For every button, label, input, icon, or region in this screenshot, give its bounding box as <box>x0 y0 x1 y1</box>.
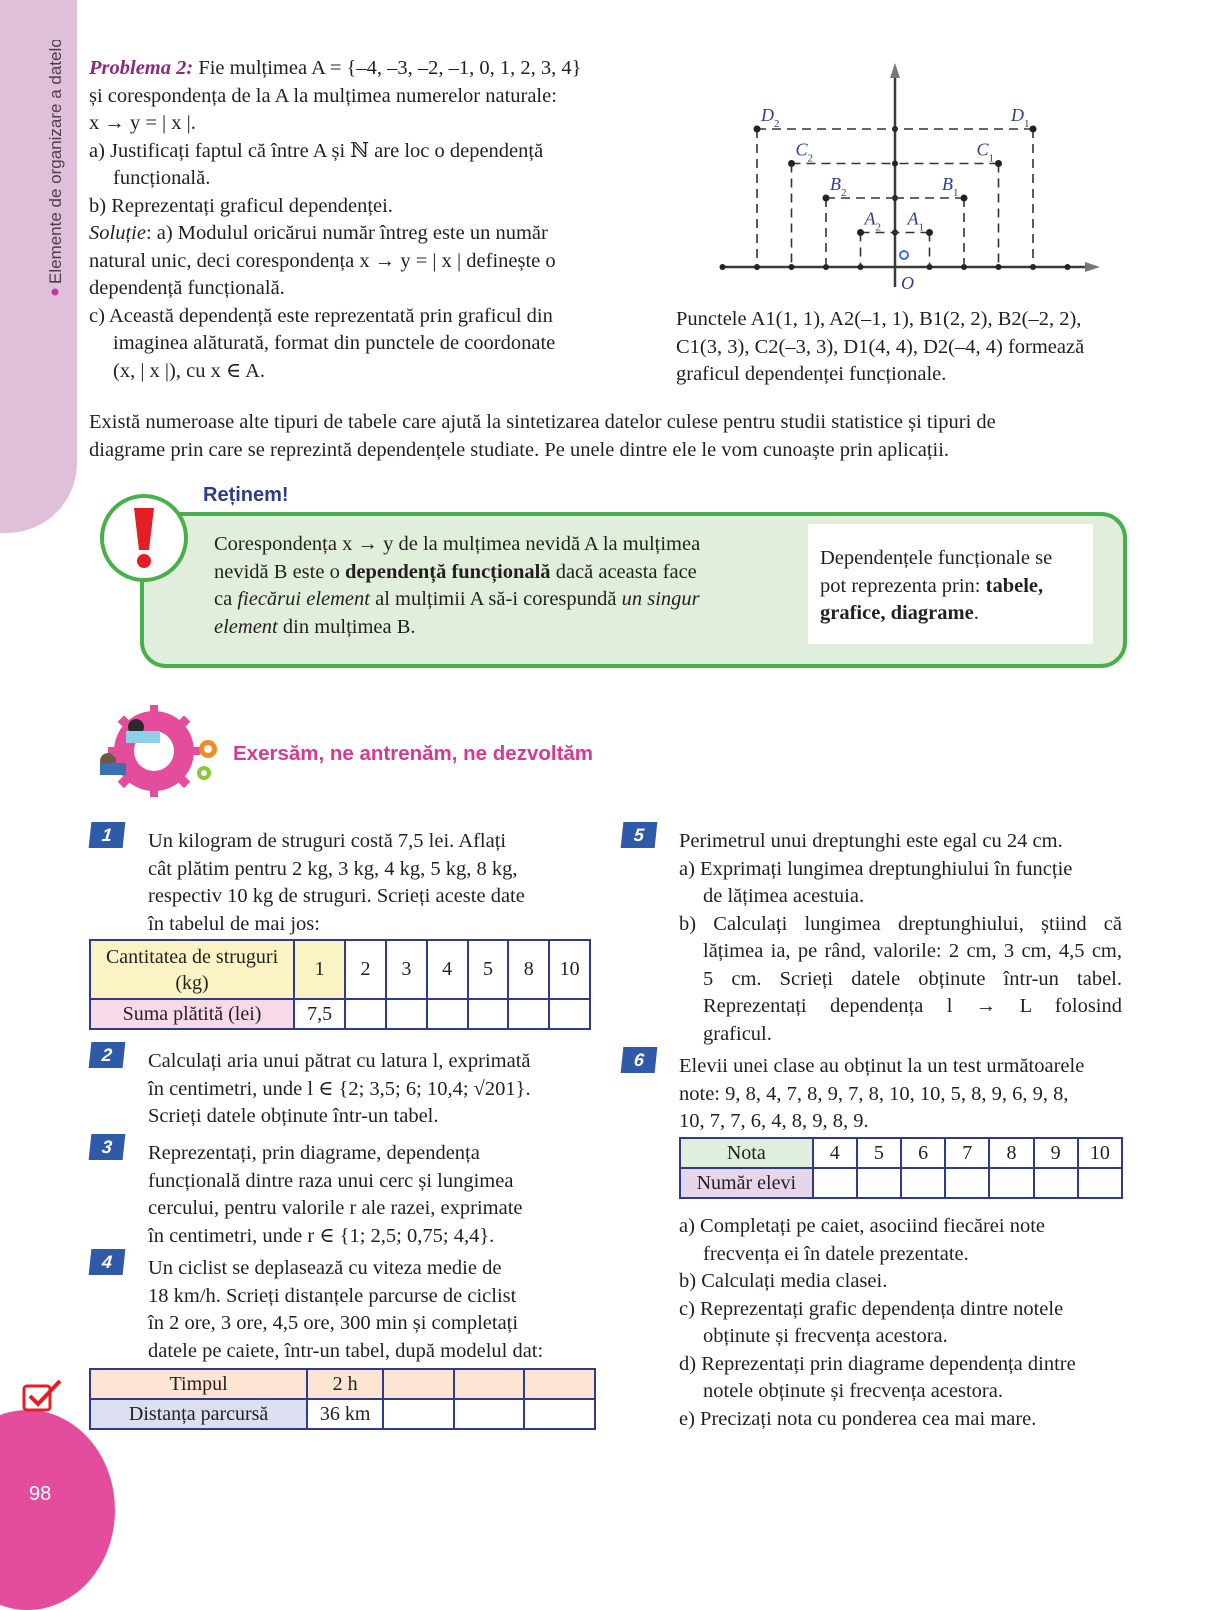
exercise-line: în centimetri, unde l ∈ {2; 3,5; 6; 10,4; √201}. <box>148 1077 531 1100</box>
ex6-table <box>679 1137 1123 1199</box>
task-line: a) Completați pe caiet, asociind fiecărei note <box>679 1215 1045 1237</box>
task-line: notele obținute și frecvența acestora. <box>703 1380 1003 1402</box>
gears-illustration <box>86 703 226 798</box>
solution-line: (x, | x |), cu x ∈ A. <box>113 359 266 382</box>
solution-line: imaginea alăturată, format din punctele de coordonate <box>113 332 556 354</box>
table-cell: 10 <box>1078 1138 1122 1168</box>
exercise-line: respectiv 10 kg de struguri. Scrieți aceste date <box>148 885 525 907</box>
problem-2 <box>89 55 649 385</box>
exercise-line: 5 cm. Scrieți datele obținute într-un tabel. <box>703 967 1122 990</box>
table-cell <box>468 999 509 1029</box>
exercise-line: a) Exprimați lungimea dreptunghiului în funcție <box>679 857 1073 880</box>
page-corner-decoration <box>0 1410 115 1610</box>
origin-label: O <box>901 273 914 293</box>
exercise-line: Perimetrul unui dreptunghi este egal cu 24 cm. <box>679 830 1063 852</box>
intro-paragraph <box>89 409 1129 464</box>
graph-point <box>995 160 1002 167</box>
exercise-number-badge: 2 <box>89 1042 126 1068</box>
retinem-note <box>820 545 1090 628</box>
paragraph-line: Există numeroase alte tipuri de tabele care ajută la sintetizarea datelor culese pentru studii statistice și tipuri de <box>89 411 996 433</box>
table-header-cell: Cantitatea de struguri (kg) <box>90 940 294 999</box>
exercise-number-badge: 4 <box>89 1249 126 1275</box>
caption-line: graficul dependenței funcționale. <box>676 363 947 385</box>
note-line: grafice, diagrame. <box>820 602 979 624</box>
caption-line: C1(3, 3), C2(–3, 3), D1(4, 4), D2(–4, 4) formează <box>676 335 1085 358</box>
problem-line: și corespondența de la A la mulțimea numerelor naturale: <box>89 84 557 107</box>
point-label: $A_1$ <box>907 208 924 234</box>
solution-label: Soluție <box>89 222 146 244</box>
note-line: Dependențele funcționale se <box>820 547 1053 569</box>
point-label: $C_1$ <box>976 139 995 165</box>
table-header-cell: Suma plătită (lei) <box>90 999 294 1029</box>
definition-line: Corespondența x → y de la mulțimea nevidă A la mulțimea <box>214 533 701 555</box>
graph-point <box>857 229 864 236</box>
table-cell: 5 <box>468 940 509 999</box>
table-cell <box>386 999 427 1029</box>
exercise-line: Reprezentați dependența l → L folosind <box>703 995 1122 1017</box>
exercise-line: b) Calculați lungimea dreptunghiului, știind că <box>679 912 1122 935</box>
table-cell <box>945 1168 989 1198</box>
page-number: 98 <box>29 1483 52 1505</box>
definition-line: ca fiecărui element al mulțimii A să-i corespundă un singur <box>214 588 700 610</box>
table-cell: 5 <box>857 1138 901 1168</box>
exercise-number-badge: 6 <box>621 1047 658 1073</box>
exercise-line: 18 km/h. Scrieți distanțele parcurse de ciclist <box>148 1284 517 1307</box>
table-cell <box>1078 1168 1122 1198</box>
exercise-line: în centimetri, unde r ∈ {1; 2,5; 0,75; 4,4}. <box>148 1224 495 1247</box>
point-label: $B_2$ <box>830 174 847 199</box>
exercise-line: în 2 ore, 3 ore, 4,5 ore, 300 min și completați <box>148 1312 519 1334</box>
exercise-1 <box>148 828 588 938</box>
table-cell <box>454 1399 525 1429</box>
note-line: pot reprezenta prin: tabele, <box>820 574 1044 597</box>
definition-line: nevidă B este o dependență funcțională dacă aceasta face <box>214 560 697 583</box>
table-cell: 7 <box>945 1138 989 1168</box>
task-line: frecvența ei în datele prezentate. <box>703 1242 969 1265</box>
x-tick <box>1065 264 1071 270</box>
paragraph-line: diagrame prin care se reprezintă dependențele studiate. Pe unele dintre ele le vom cunoaște prin aplicații. <box>89 438 950 461</box>
exercise-5 <box>679 828 1122 1048</box>
exercise-3 <box>148 1140 598 1250</box>
point-label-subscript: 2 <box>774 118 780 130</box>
solution-line: : a) Modulul oricărui număr întreg este un număr <box>145 222 548 244</box>
exercises-title: Exersăm, ne antrenăm, ne dezvoltăm <box>233 742 594 765</box>
x-tick <box>720 264 726 270</box>
table-cell: 10 <box>549 940 590 999</box>
table-cell <box>901 1168 945 1198</box>
exercise-line: cât plătim pentru 2 kg, 3 kg, 4 kg, 5 kg, 8 kg, <box>148 857 518 880</box>
problem-label: Problema 2: <box>89 57 194 79</box>
problem-line: b) Reprezentați graficul dependenței. <box>89 194 393 217</box>
retinem-definition <box>214 531 784 641</box>
table-cell: 6 <box>901 1138 945 1168</box>
graph-point <box>1030 126 1037 133</box>
problem-line: Fie mulțimea A = {–4, –3, –2, –1, 0, 1, 2, 3, 4} <box>193 57 582 79</box>
chapter-title: Elemente de organizare a datelor <box>46 40 65 284</box>
exclamation-icon <box>100 494 188 582</box>
point-label: $B_1$ <box>942 174 959 199</box>
point-label: $D_1$ <box>1011 105 1030 130</box>
table-cell <box>1034 1168 1078 1198</box>
table-cell: 4 <box>813 1138 857 1168</box>
problem-line: a) Justificați faptul că între A și ℕ are loc o dependență <box>89 139 544 162</box>
table-cell <box>524 1369 595 1399</box>
table-cell <box>508 999 549 1029</box>
point-label-subscript: 1 <box>918 221 924 234</box>
table-cell: 9 <box>1034 1138 1078 1168</box>
chapter-side-label <box>8 40 68 300</box>
exercise-line: Reprezentați, prin diagrame, dependența <box>148 1142 480 1164</box>
checkbox-icon <box>22 1378 64 1414</box>
table-cell: 7,5 <box>294 999 345 1029</box>
exercise-4 <box>148 1255 598 1365</box>
definition-line: element din mulțimea B. <box>214 615 416 638</box>
task-line: c) Reprezentați grafic dependența dintre notele <box>679 1297 1064 1320</box>
point-label-subscript: 1 <box>953 187 959 199</box>
exercise-2 <box>148 1048 598 1131</box>
table-cell <box>857 1168 901 1198</box>
exercise-number-badge: 5 <box>621 822 658 848</box>
table-cell: 36 km <box>307 1399 383 1429</box>
exercise-6 <box>679 1053 1122 1136</box>
exercise-line: de lățimea acestuia. <box>703 885 865 907</box>
table-cell: 4 <box>427 940 468 999</box>
task-line: d) Reprezentați prin diagrame dependența dintre <box>679 1352 1076 1375</box>
exercise-line: Calculați aria unui pătrat cu latura l, exprimată <box>148 1050 531 1072</box>
exercise-line: graficul. <box>703 1022 772 1045</box>
table-cell <box>989 1168 1033 1198</box>
exercise-line: funcțională dintre raza unui cerc și lungimea <box>148 1169 514 1192</box>
caption-line: Punctele A1(1, 1), A2(–1, 1), B1(2, 2), B2(–2, 2), <box>676 308 1082 330</box>
exercise-line: Un ciclist se deplasează cu viteza medie de <box>148 1257 502 1279</box>
table-cell <box>454 1369 525 1399</box>
table-cell <box>345 999 386 1029</box>
point-label-subscript: 1 <box>1024 118 1030 130</box>
table-cell: 2 h <box>307 1369 383 1399</box>
table-cell <box>427 999 468 1029</box>
table-header-cell: Nota <box>680 1138 813 1168</box>
task-line: e) Precizați nota cu ponderea cea mai mare. <box>679 1407 1037 1430</box>
point-label: $A_2$ <box>864 208 881 234</box>
exercise-line: datele pe caiete, într-un tabel, după modelul dat: <box>148 1339 544 1362</box>
point-label-subscript: 2 <box>807 152 814 165</box>
point-label: $C_2$ <box>795 139 814 165</box>
origin-marker <box>900 251 908 259</box>
table-cell: 1 <box>294 940 345 999</box>
solution-line: dependență funcțională. <box>89 277 285 299</box>
table-header-cell: Timpul <box>90 1369 307 1399</box>
exercise-line: Scrieți datele obținute într-un tabel. <box>148 1105 439 1127</box>
task-line: obținute și frecvența acestora. <box>703 1325 948 1347</box>
graph-point <box>926 229 933 236</box>
graph-caption <box>676 306 1136 389</box>
table-cell <box>383 1369 454 1399</box>
point-label-subscript: 1 <box>988 152 995 165</box>
point-label-subscript: 2 <box>841 187 847 199</box>
problem-line: funcțională. <box>113 167 211 189</box>
point-label-subscript: 2 <box>875 221 881 234</box>
problem-line: x → y = | x |. <box>89 112 196 134</box>
function-graph <box>705 55 1115 295</box>
exercise-line: cercului, pentru valorile r ale razei, exprimate <box>148 1197 523 1219</box>
ex4-table <box>89 1368 596 1430</box>
exercise-line: note: 9, 8, 4, 7, 8, 9, 7, 8, 10, 10, 5, 8, 9, 6, 9, 8, <box>679 1082 1069 1105</box>
table-cell: 8 <box>508 940 549 999</box>
exercise-line: lățimea ia, pe rând, valorile: 2 cm, 3 cm, 4,5 cm, <box>703 940 1122 962</box>
x-axis-arrow <box>1085 262 1100 272</box>
solution-line: natural unic, deci corespondența x → y = | x | definește o <box>89 249 556 272</box>
exercise-line: Elevii unei clase au obținut la un test următoarele <box>679 1055 1085 1077</box>
y-axis-arrow <box>890 63 900 78</box>
table-cell: 3 <box>386 940 427 999</box>
table-cell <box>383 1399 454 1429</box>
task-line: b) Calculați media clasei. <box>679 1270 888 1292</box>
solution-line: c) Această dependență este reprezentată prin graficul din <box>89 304 553 327</box>
table-cell: 8 <box>989 1138 1033 1168</box>
table-cell <box>549 999 590 1029</box>
graph-point <box>961 195 968 202</box>
exercise-number-badge: 3 <box>89 1134 126 1160</box>
graph-point <box>823 195 830 202</box>
exercise-line: 10, 7, 7, 6, 4, 8, 9, 8, 9. <box>679 1110 869 1132</box>
exercise-line: Un kilogram de struguri costă 7,5 lei. Aflați <box>148 830 507 852</box>
graph-point <box>788 160 795 167</box>
ex1-table <box>89 939 591 1030</box>
point-label: $D_2$ <box>761 105 780 130</box>
table-cell: 2 <box>345 940 386 999</box>
exercise-number-badge: 1 <box>89 822 126 848</box>
retinem-title: Reținem! <box>203 484 289 506</box>
exercise-line: în tabelul de mai jos: <box>148 912 320 935</box>
graph-point <box>754 126 761 133</box>
table-cell <box>813 1168 857 1198</box>
table-cell <box>524 1399 595 1429</box>
table-header-cell: Distanța parcursă <box>90 1399 307 1429</box>
exercise-6-tasks <box>679 1213 1122 1433</box>
table-header-cell: Număr elevi <box>680 1168 813 1198</box>
